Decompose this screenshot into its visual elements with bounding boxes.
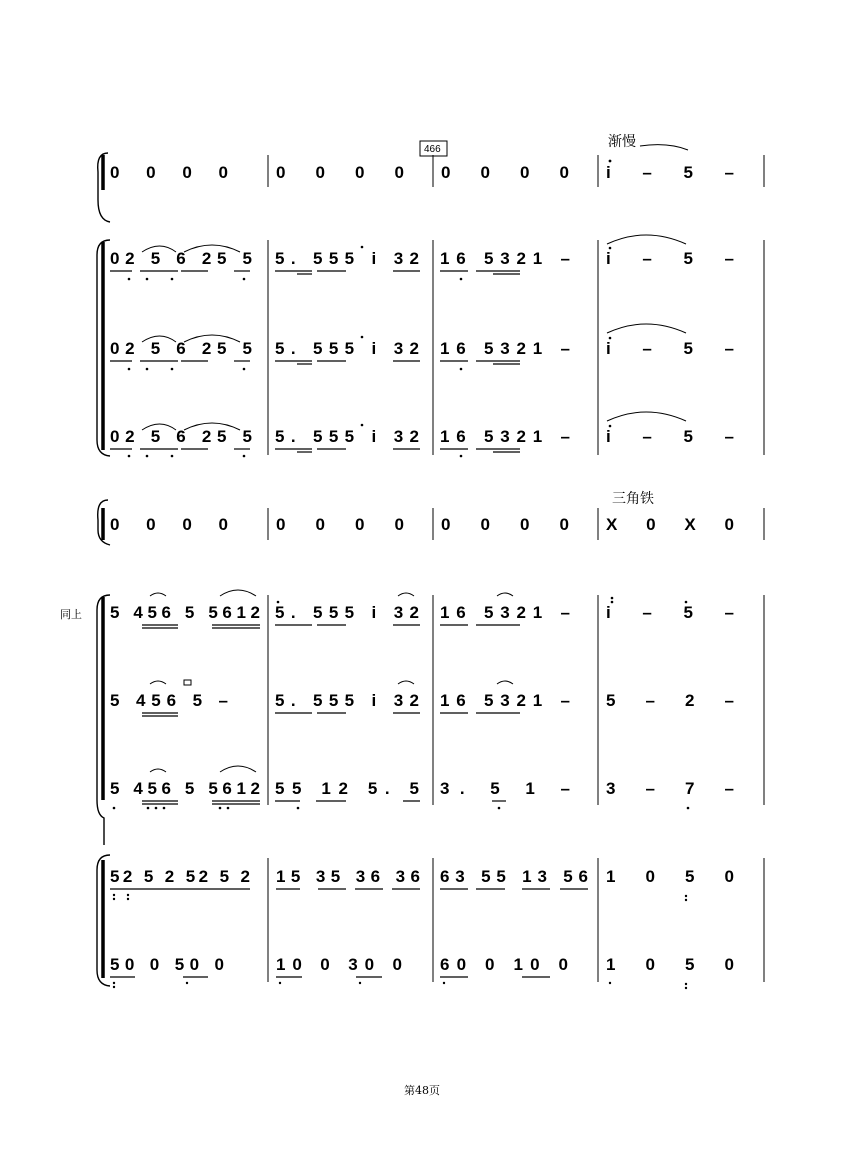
drum-tie [640,145,688,150]
staff-strings-2 [110,324,734,370]
measure-4: X 0 X 0 [606,515,734,534]
measure-4: 1 0 5 0 [606,955,734,974]
measure-1: 52 5 2 52 5 2 [110,867,250,886]
staff-melody-2 [110,680,734,716]
measure-3: 0 0 0 0 [441,515,569,534]
measure-3: 0 0 0 0 [441,163,569,182]
measure-1: 02 5 6 25 5 [110,339,252,358]
measure-1: 5 456 5 5612 [110,603,260,622]
measure-3: 60 0 10 0 [440,955,568,974]
measure-2: 0 0 0 0 [276,515,404,534]
measure-3: 16 5321 – [440,691,570,710]
measure-2: 5. 555 i 32 [275,249,419,268]
measure-3: 16 5321 – [440,427,570,446]
staff-strings-1 [110,235,734,280]
measure-1: 5 456 5 5612 [110,779,260,798]
measure-2: 0 0 0 0 [276,163,404,182]
measure-1: 50 0 50 0 [110,955,224,974]
measure-4: i – 5 – [606,163,734,182]
measure-3: 16 5321 – [440,249,570,268]
measure-4: i – 5 – [606,603,734,622]
measure-2: 55 12 5. 5 [275,779,419,798]
measure-2: 5. 555 i 32 [275,691,419,710]
measure-1: 02 5 6 25 5 [110,427,252,446]
measure-2: 5. 555 i 32 [275,339,419,358]
measure-2: 5. 555 i 32 [275,427,419,446]
staff-bass-1 [110,867,734,901]
rehearsal-mark: 466 [424,144,441,155]
staff-triangle [110,515,734,534]
measure-3: 16 5321 – [440,339,570,358]
staff-bass-2 [110,955,734,989]
measure-1: 0 0 0 0 [110,163,228,182]
measure-1: 5 456 5 – [110,691,228,710]
measure-4: 5 – 2 – [606,691,734,710]
staff-melody-1 [110,590,734,628]
measure-4: i – 5 – [606,339,734,358]
drum-label: 渐慢 [608,134,636,150]
measure-3: 16 5321 – [440,603,570,622]
measure-2: 15 35 36 36 [276,867,420,886]
measure-3: 3. 5 1 – [440,779,570,798]
measure-4: i – 5 – [606,249,734,268]
barlines [268,155,764,982]
measure-1: 02 5 6 25 5 [110,249,252,268]
measure-2: 5. 555 i 32 [275,603,419,622]
measure-4: 1 0 5 0 [606,867,734,886]
measure-4: 3 – 7 – [606,779,734,798]
staff-drum [110,160,734,182]
measure-2: 10 0 30 0 [276,955,402,974]
measure-4: i – 5 – [606,427,734,446]
measure-3: 63 55 13 56 [440,867,588,886]
staff-melody-3 [110,766,734,809]
measure-1: 0 0 0 0 [110,515,228,534]
triangle-label: 三角铁 [612,491,654,507]
staff-strings-3 [110,412,734,457]
side-label: 同上 [60,608,82,621]
page-footer: 第48页 [404,1084,440,1097]
